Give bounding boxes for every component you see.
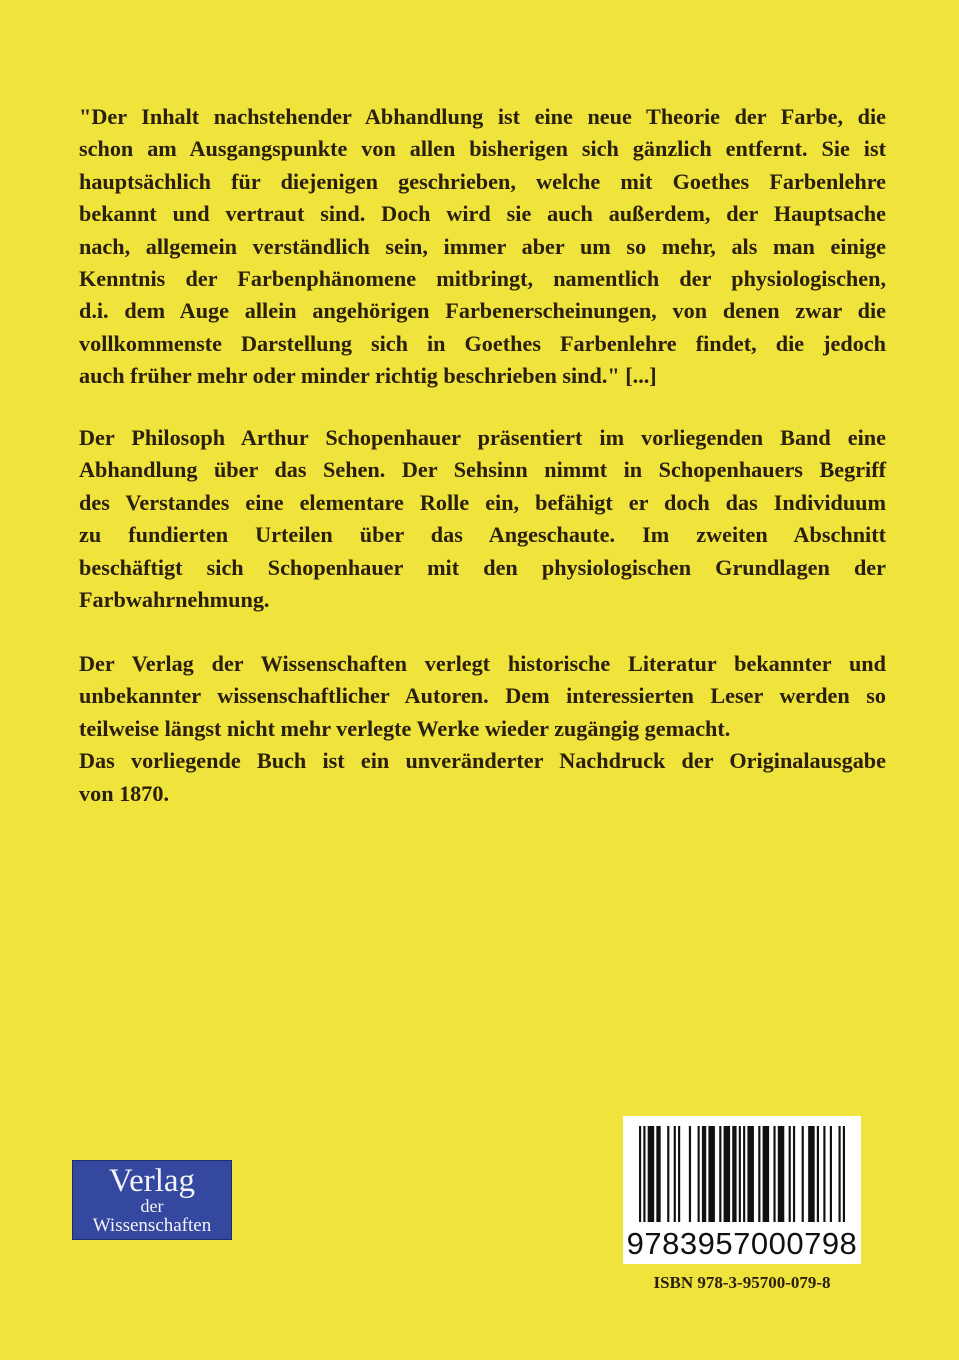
barcode-bar (763, 1126, 770, 1222)
barcode-bar (689, 1126, 691, 1222)
barcode-digits: 9783957000798 (626, 1226, 858, 1261)
barcode-bar (656, 1126, 660, 1222)
text-line: hauptsächlich für diejenigen geschrieben, welche mit Goethes Farbenlehre (79, 168, 886, 194)
barcode-bar (708, 1126, 715, 1222)
logo-line-der: der (140, 1196, 164, 1216)
text-line: nach, allgemein verständlich sein, immer aber um so mehr, als man einige (79, 233, 886, 259)
barcode-bar (747, 1126, 754, 1222)
text-line: schon am Ausgangspunkte von allen bisherigen sich gänzlich entfernt. Sie ist (79, 136, 886, 162)
text-line: unbekannter wissenschaftlicher Autoren. Dem interessierten Leser werden so (79, 683, 886, 709)
barcode-bar (678, 1126, 680, 1222)
text-line: Abhandlung über das Sehen. Der Sehsinn nimmt in Schopenhauers Begriff (79, 457, 886, 483)
text-line: vollkommenste Darstellung sich in Goethes Farbenlehre findet, die jedoch (79, 330, 886, 356)
text-line: von 1870. (79, 780, 169, 806)
barcode-bar (724, 1126, 731, 1222)
text-line: Der Philosoph Arthur Schopenhauer präsentiert im vorliegenden Band eine (79, 425, 886, 450)
barcode-bars (623, 1116, 861, 1228)
barcode-bar (773, 1126, 775, 1222)
barcode-bar (843, 1126, 845, 1222)
text-line: beschäftigt sich Schopenhauer mit den physiologischen Grundlagen der (79, 554, 886, 580)
barcode-bar (667, 1126, 669, 1222)
isbn-label: ISBN 978-3-95700-079-8 (653, 1273, 831, 1292)
barcode-bar (838, 1126, 840, 1222)
text-line: teilweise längst nicht mehr verlegte Werke wieder zugängig gemacht. (79, 715, 731, 741)
text-line: bekannt und vertraut sind. Doch wird sie auch außerdem, der Hauptsache (79, 201, 886, 227)
barcode-bar (778, 1126, 785, 1222)
text-line: Das vorliegende Buch ist ein unveränderter Nachdruck der Originalausgabe (79, 748, 886, 774)
text-line: zu fundierten Urteilen über das Angeschaute. Im zweiten Abschnitt (79, 522, 886, 548)
barcode-bar (802, 1126, 804, 1222)
barcode-bar (702, 1126, 706, 1222)
barcode-bar (739, 1126, 741, 1222)
barcode-bar (698, 1126, 700, 1222)
barcode-bar (789, 1126, 791, 1222)
isbn-barcode (623, 1116, 861, 1264)
barcode-bar (793, 1126, 795, 1222)
text-line: Farbwahrnehmung. (79, 587, 270, 613)
barcode-bar (674, 1126, 676, 1222)
description-paragraph (79, 422, 886, 616)
publisher-logo (72, 1160, 232, 1240)
barcode-bar (639, 1126, 641, 1222)
barcode-bar (808, 1126, 815, 1222)
barcode-bar (758, 1126, 760, 1222)
text-line: d.i. dem Auge allein angehörigen Farbenerscheinungen, von denen zwar die (79, 298, 886, 324)
barcode-bar (823, 1126, 825, 1222)
barcode-bar (817, 1126, 819, 1222)
barcode-bar (732, 1126, 736, 1222)
barcode-bar (830, 1126, 832, 1222)
barcode-bar (643, 1126, 645, 1222)
logo-line-verlag: Verlag (108, 1163, 196, 1199)
text-line: des Verstandes eine elementare Rolle ein, befähigt er doch das Individuum (79, 489, 886, 515)
text-line: Der Verlag der Wissenschaften verlegt historische Literatur bekannter und (79, 651, 886, 676)
text-line: "Der Inhalt nachstehender Abhandlung ist eine neue Theorie der Farbe, die (79, 104, 886, 129)
barcode-bar (648, 1126, 655, 1222)
publisher-paragraph (79, 648, 886, 810)
text-line: Kenntnis der Farbenphänomene mitbringt, namentlich der physiologischen, (79, 266, 886, 292)
barcode-bar (719, 1126, 721, 1222)
text-line: auch früher mehr oder minder richtig beschrieben sind." [...] (79, 363, 657, 389)
logo-line-wissenschaften: Wissenschaften (92, 1215, 212, 1236)
quote-paragraph (79, 101, 886, 393)
barcode-bar (743, 1126, 745, 1222)
